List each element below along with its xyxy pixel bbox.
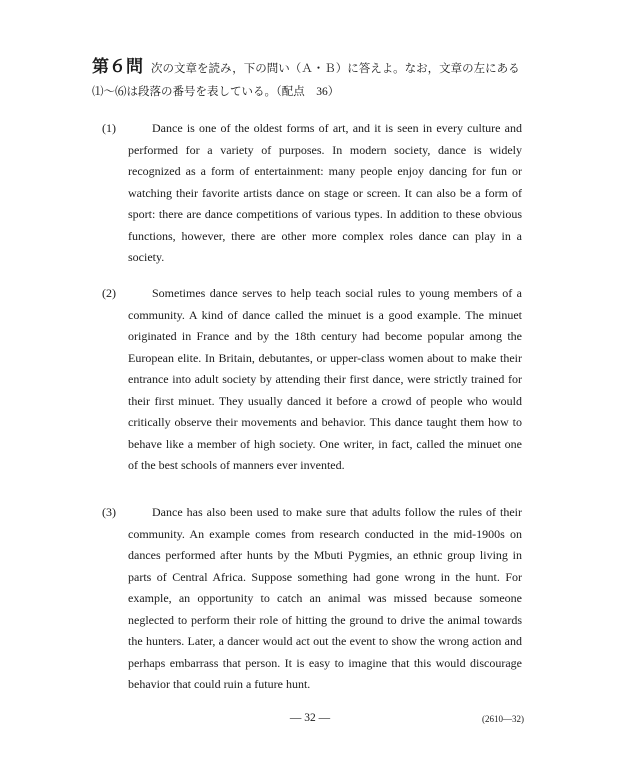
paragraph-number: (1) — [102, 121, 116, 135]
paragraph-text: Dance has also been used to make sure that adults follow the rules of their community. An example comes from research conducted in the mid-1900s on dances performed after hunts by the Mbuti Pygmies, an ethnic group living in parts of Central Africa. Suppose something had gone wrong in the hunt. For example, an opportunity to catch an animal was missed because someone neglected to perform their role of hitting the ground to drive the animal towards the hunters. Later, a dancer would act out the event to show the wrong action and perhaps embarrass that person. It is easy to imagine that this would discourage behavior that could ruin a future hunt. — [128, 505, 522, 691]
paragraph-number: (2) — [102, 286, 116, 300]
paragraph-1 — [102, 118, 522, 269]
paragraph-3 — [102, 502, 522, 696]
question-instructions: 次の文章を読み，下の問い（Ａ・Ｂ）に答えよ。なお，文章の左にある⑴〜⑹は段落の番号を表している。（配点 36） — [92, 63, 520, 98]
exam-code: (2610—32) — [482, 714, 524, 724]
paragraph-2 — [102, 283, 522, 477]
question-header — [92, 56, 532, 104]
paragraph-number: (3) — [102, 505, 116, 519]
question-number: 第６問 — [92, 57, 143, 77]
page-number: — 32 — — [289, 712, 331, 724]
paragraph-text: Sometimes dance serves to help teach social rules to young members of a community. A kind of dance called the minuet is a good example. The minuet originated in France and by the 18th century had become popular among the European elite. In Britain, debutantes, or upper-class women about to make their entrance into adult society by attending their first dance, were strictly trained for their first minuet. They usually danced it before a crowd of people who would critically observe their movements and behavior. This dance taught them how to behave like a member of high society. One writer, in fact, called the minuet one of the best schools of manners ever invented. — [128, 286, 522, 472]
paragraph-text: Dance is one of the oldest forms of art, and it is seen in every culture and performed for a variety of purposes. In modern society, dance is widely recognized as a form of entertainment: many people enjoy dancing for fun or watching their favorite artists dance on stage or screen. It can also be a form of sport: there are dance competitions of various types. In addition to these obvious functions, however, there are other more complex roles dance can play in a society. — [128, 121, 522, 264]
